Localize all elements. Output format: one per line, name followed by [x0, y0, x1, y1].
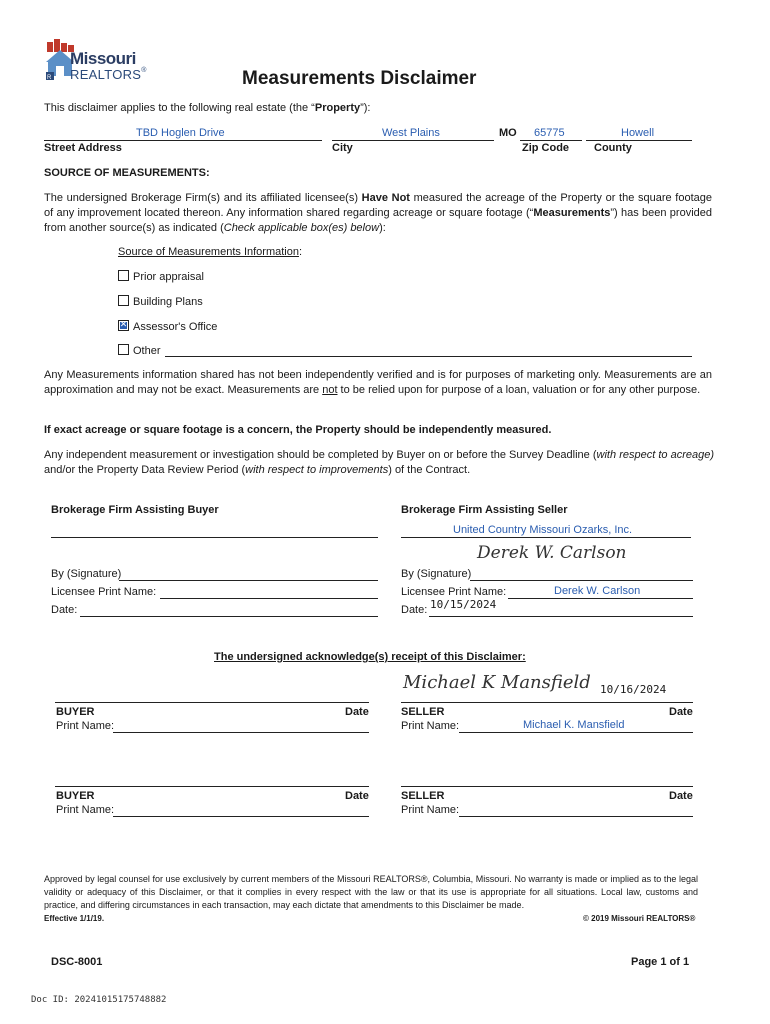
buyer1-print-label: Print Name:	[56, 720, 115, 732]
logo-brand-bottom-text: REALTORS	[70, 67, 142, 82]
buyer1-date-label: Date	[345, 706, 369, 718]
source-info-colon: :	[298, 246, 303, 258]
city-label: City	[332, 142, 353, 154]
para3-p3: ) of the Contract.	[388, 464, 471, 476]
page-number: Page 1 of 1	[631, 956, 690, 968]
buyer-firm-name-field[interactable]	[51, 524, 378, 538]
seller2-label: SELLER	[401, 790, 445, 802]
buyer2-print-line[interactable]	[113, 804, 369, 817]
source-para-i1: Check applicable box(es) below	[223, 222, 380, 234]
buyer1-top-line	[55, 702, 369, 703]
source-paragraph	[44, 191, 712, 236]
seller-sign-date: 10/16/2024	[600, 683, 667, 696]
source-info-label	[118, 246, 302, 258]
seller-firm-date: 10/15/2024	[430, 598, 497, 611]
option-label: Prior appraisal	[133, 271, 204, 283]
ack-heading: The undersigned acknowledge(s) receipt of this Disclaimer:	[214, 651, 526, 663]
para2-p1: Any Measurements information shared has not been independently verified and is for purposes of marketing only. Measurements are an approximation and may not be exact. Measurements are	[44, 369, 712, 396]
seller2-print-label: Print Name:	[401, 804, 460, 816]
buyer-by-label: By (Signature)	[51, 568, 122, 580]
checkbox-prior-appraisal[interactable]	[118, 270, 129, 281]
deadline-paragraph	[44, 448, 714, 478]
buyer2-top-line	[55, 786, 369, 787]
footer-legal: Approved by legal counsel for use exclusively by current members of the Missouri REALTORS®, Columbia, Missouri. No warranty is made or implied as to the legal validity or adequacy of this Disclaimer, or that it complies in every respect with the law or that its use is appropriate for all situations. Local law, customs and practice, and differing circumstances in each transaction, may each dictate that amendments to this Disclaimer be made.	[44, 874, 698, 910]
buyer2-label: BUYER	[56, 790, 95, 802]
svg-text:R: R	[47, 75, 52, 81]
buyer-firm-heading: Brokerage Firm Assisting Buyer	[51, 504, 219, 516]
county-label: County	[594, 142, 632, 154]
buyer-signature-line[interactable]	[119, 568, 378, 581]
county-value: Howell	[621, 127, 655, 139]
street-value: TBD Hoglen Drive	[136, 127, 225, 139]
city-value: West Plains	[382, 127, 440, 139]
city-field	[332, 127, 494, 141]
seller-date-label: Date:	[401, 604, 428, 616]
para2-u1: not	[322, 384, 338, 396]
logo-mark: ®	[141, 67, 147, 74]
seller1-top-line	[401, 702, 693, 703]
buyer-date-line[interactable]	[80, 604, 378, 617]
buyer1-print-line[interactable]	[113, 720, 369, 733]
intro-line	[44, 101, 371, 116]
verification-paragraph	[44, 368, 712, 398]
buyer1-label: BUYER	[56, 706, 95, 718]
option-label: Building Plans	[133, 296, 203, 308]
zip-field	[520, 127, 582, 141]
source-heading: SOURCE OF MEASUREMENTS:	[44, 167, 210, 179]
source-para-p2: measured the acreage of the Property or the square footage of any improvement located thereon. Any information shared regarding acreage or square footage (“	[44, 192, 712, 219]
source-para-p4: ):	[379, 222, 386, 234]
seller1-label: SELLER	[401, 706, 445, 718]
street-label: Street Address	[44, 142, 122, 154]
doc-id: Doc ID: 20241015175748882	[31, 995, 167, 1005]
source-para-b1: Have Not	[361, 192, 410, 204]
seller-by-label: By (Signature)	[401, 568, 472, 580]
logo-brand-top: Missouri	[70, 49, 136, 68]
intro-bold: Property	[314, 102, 361, 114]
form-id: DSC-8001	[51, 956, 103, 968]
para3-p2: and/or the Property Data Review Period (	[44, 464, 246, 476]
footer-copyright: © 2019 Missouri REALTORS®	[583, 914, 696, 923]
buyer-date-label: Date:	[51, 604, 78, 616]
source-para-p1: The undersigned Brokerage Firm(s) and its affiliated licensee(s)	[44, 192, 362, 204]
option-label: Other	[133, 345, 161, 357]
checkbox-assessors-office[interactable]	[118, 320, 129, 331]
seller2-print-line[interactable]	[459, 804, 693, 817]
seller-licensee-line[interactable]	[508, 586, 693, 599]
buyer-licensee-label: Licensee Print Name:	[51, 586, 157, 598]
source-para-p3: ”) has been provided from another source(s) as indicated (	[44, 207, 712, 234]
buyer2-date-label: Date	[345, 790, 369, 802]
seller-firm-heading: Brokerage Firm Assisting Seller	[401, 504, 568, 516]
seller2-top-line	[401, 786, 693, 787]
seller-firm-name-field[interactable]	[401, 524, 691, 538]
footer-effective: Effective 1/1/19.	[44, 914, 105, 923]
seller-firm-name: United Country Missouri Ozarks, Inc.	[453, 524, 633, 536]
seller1-print-line[interactable]	[459, 720, 693, 733]
zip-label: Zip Code	[522, 142, 570, 154]
option-other[interactable]	[118, 344, 161, 357]
para3-p1: Any independent measurement or investigation should be completed by Buyer on or before the Survey Deadline (	[44, 449, 597, 461]
state-value: MO	[499, 127, 517, 139]
independent-measure-note: If exact acreage or square footage is a concern, the Property should be independently measured.	[44, 424, 552, 436]
seller1-date-label: Date	[669, 706, 693, 718]
intro-prefix: This disclaimer applies to the following real estate (the “	[44, 102, 315, 114]
checkbox-building-plans[interactable]	[118, 295, 129, 306]
seller-signature-line[interactable]	[470, 568, 693, 581]
seller1-print-name: Michael K. Mansfield	[523, 719, 625, 731]
option-assessors-office[interactable]	[118, 320, 217, 333]
source-info-label-text: Source of Measurements Information	[118, 246, 299, 258]
option-label: Assessor's Office	[133, 321, 218, 333]
intro-suffix: ”):	[360, 102, 371, 114]
seller1-print-label: Print Name:	[401, 720, 460, 732]
para2-p2: to be relied upon for purpose of a loan, valuation or for any other purpose.	[337, 384, 701, 396]
seller-licensee-name: Derek W. Carlson	[554, 585, 641, 597]
buyer-licensee-line[interactable]	[160, 586, 378, 599]
seller-agent-signature: Derek W. Carlson	[477, 543, 627, 563]
logo	[44, 38, 164, 84]
logo-brand-bottom	[70, 67, 147, 82]
checkbox-other[interactable]	[118, 344, 129, 355]
option-building-plans[interactable]	[118, 295, 203, 308]
buyer2-print-label: Print Name:	[56, 804, 115, 816]
other-input-line[interactable]	[165, 344, 692, 357]
source-para-b2: Measurements	[533, 207, 611, 219]
seller2-date-label: Date	[669, 790, 693, 802]
seller-signature: Michael K Mansfield	[403, 672, 591, 693]
seller-licensee-label: Licensee Print Name:	[401, 586, 507, 598]
county-field	[586, 127, 692, 141]
street-field	[44, 127, 322, 141]
zip-value: 65775	[534, 127, 565, 139]
para3-i1: with respect to acreage)	[596, 449, 715, 461]
option-prior-appraisal[interactable]	[118, 270, 204, 283]
page-title: Measurements Disclaimer	[242, 68, 477, 89]
para3-i2: with respect to improvements	[245, 464, 389, 476]
